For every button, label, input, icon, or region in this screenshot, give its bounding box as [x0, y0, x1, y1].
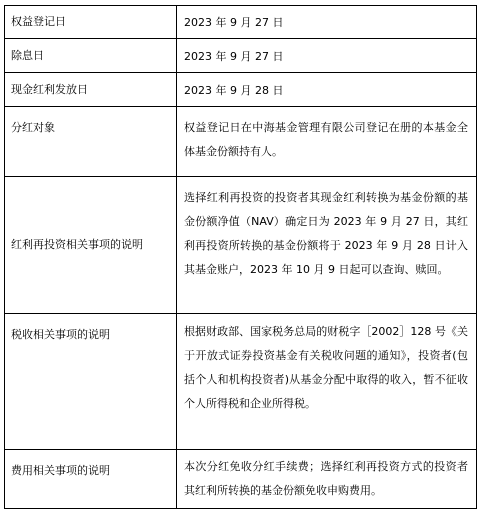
- table-row: [5, 73, 476, 107]
- dividend-info-table: [4, 5, 477, 509]
- row-value: 根据财政部、国家税务总局的财税字［2002］128 号《关于开放式证券投资基金有关税收问题的通知》，投资者(包括个人和机构投资者)从基金分配中取得的收入，暂不征收个人所得税和企业所得税。: [184, 325, 468, 410]
- row-value: 本次分红免收分红手续费；选择红利再投资方式的投资者其红利所转换的基金份额免收申购费用。: [184, 460, 468, 497]
- row-value: 2023 年 9 月 27 日: [184, 49, 284, 63]
- row-label: 权益登记日: [5, 6, 177, 38]
- table-row: [5, 450, 476, 508]
- table-row: [5, 39, 476, 73]
- row-label: 除息日: [5, 39, 177, 72]
- row-value: 选择红利再投资的投资者其现金红利转换为基金份额的基金份额净值（NAV）确定日为 2023 年 9 月 27 日，其红利再投资所转换的基金份额将于 2023 年 9 月 28 日计入其基金账户，2023 年 10 月 9 日起可以查询、赎回。: [184, 191, 468, 276]
- row-value: 2023 年 9 月 28 日: [184, 83, 284, 97]
- row-label: 税收相关事项的说明: [5, 314, 177, 449]
- table-row: [5, 107, 476, 177]
- row-label: 费用相关事项的说明: [5, 450, 177, 508]
- row-label: 现金红利发放日: [5, 73, 177, 106]
- table-row: [5, 177, 476, 314]
- row-label: 红利再投资相关事项的说明: [5, 177, 177, 313]
- row-label: 分红对象: [5, 107, 177, 176]
- row-value: 2023 年 9 月 27 日: [184, 16, 284, 29]
- table-row: [5, 314, 476, 450]
- row-value: 权益登记日在中海基金管理有限公司登记在册的本基金全体基金份额持有人。: [184, 121, 468, 158]
- table-row: [5, 6, 476, 39]
